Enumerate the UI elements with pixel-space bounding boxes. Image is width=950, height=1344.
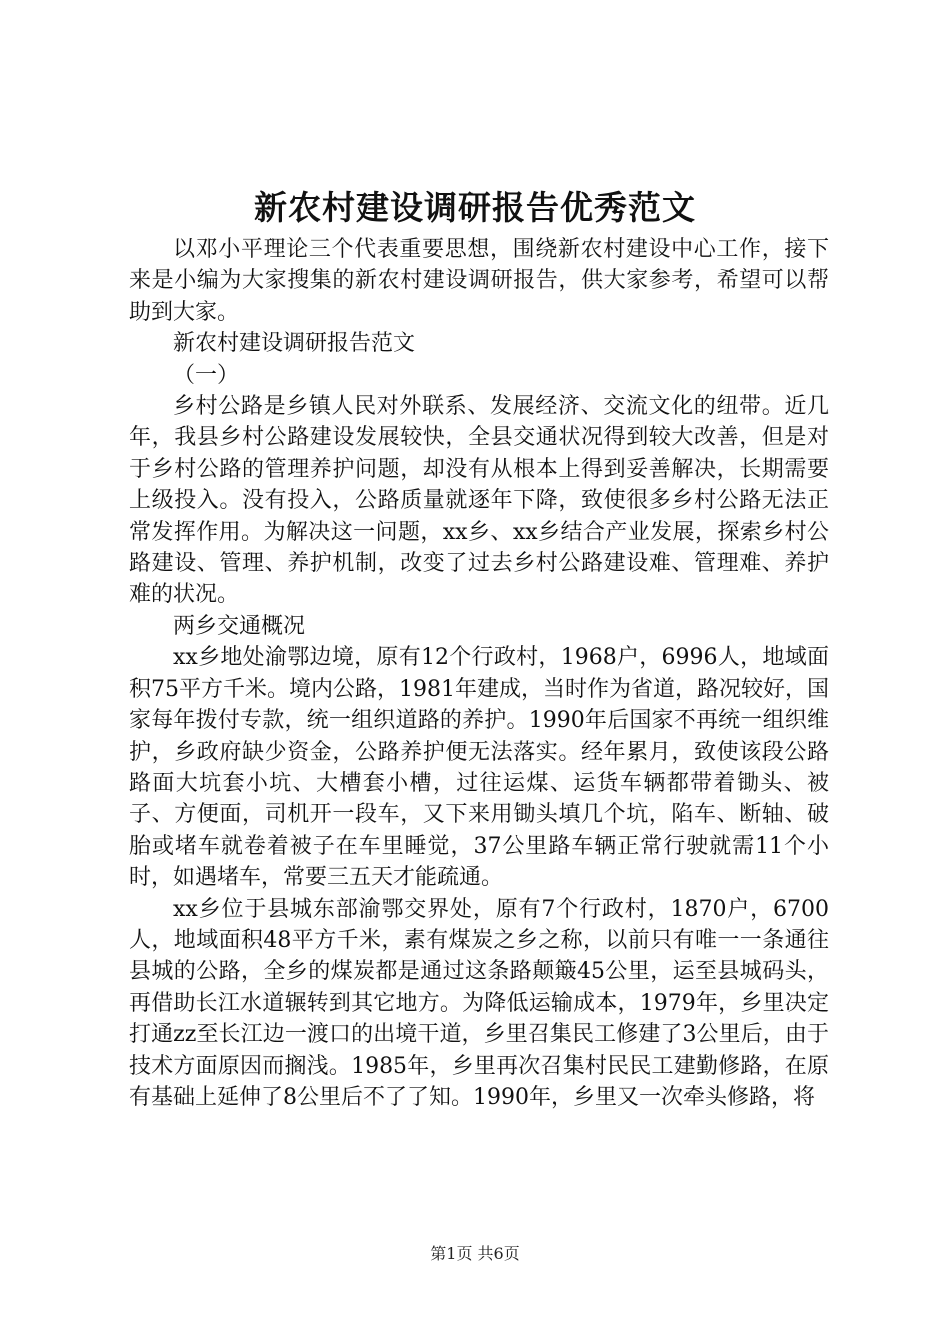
paragraph-township-one: xx乡地处渝鄂边境，原有12个行政村，1968户，6996人，地域面积75平方千米。境内公路，1981年建成，当时作为省道，路况较好，国家每年拨付专款，统一组织道路的养护。1990年后国家不再统一组织维护，乡政府缺少资金，公路养护便无法落实。经年累月，致使该段公路路面大坑套小坑、大槽套小槽，过往运煤、运货车辆都带着锄头、被子、方便面，司机开一段车，又下来用锄头填几个坑，陷车、断轴、破胎或堵车就卷着被子在车里睡觉，37公里路车辆正常行驶就需11个小时，如遇堵车，常要三五天才能疏通。 <box>129 645 829 891</box>
paragraph-heading-traffic-overview: 两乡交通概况 <box>173 613 306 639</box>
page-footer: 第1页 共6页 <box>430 1244 520 1263</box>
paragraph-rural-roads: 乡村公路是乡镇人民对外联系、发展经济、交流文化的纽带。近几年，我县乡村公路建设发展较快，全县交通状况得到较大改善，但是对于乡村公路的管理养护问题，却没有从根本上得到妥善解决，长期需要上级投入。没有投入，公路质量就逐年下降，致使很多乡村公路无法正常发挥作用。为解决这一问题，xx乡、xx乡结合产业发展，探索乡村公路建设、管理、养护机制，改变了过去乡村公路建设难、管理难、养护难的状况。 <box>129 394 829 608</box>
paragraph-section-number: （一） <box>173 362 240 388</box>
paragraph-subtitle: 新农村建设调研报告范文 <box>173 331 416 357</box>
document-title: 新农村建设调研报告优秀范文 <box>254 188 696 227</box>
paragraph-township-two: xx乡位于县城东部渝鄂交界处，原有7个行政村，1870户，6700人，地域面积48平方千米，素有煤炭之乡之称，以前只有唯一一条通往县城的公路，全乡的煤炭都是通过这条路颠簸45公里，运至县城码头，再借助长江水道辗转到其它地方。为降低运输成本，1979年，乡里决定打通zz至长江边一渡口的出境干道，乡里召集民工修建了3公里后，由于技术方面原因而搁浅。1985年，乡里再次召集村民民工建勤修路，在原有基础上延伸了8公里后不了了知。1990年，乡里又一次牵头修路，将 <box>129 896 829 1110</box>
document-body <box>129 234 829 1113</box>
paragraph-intro: 以邓小平理论三个代表重要思想，围绕新农村建设中心工作，接下来是小编为大家搜集的新农村建设调研报告，供大家参考，希望可以帮助到大家。 <box>129 237 829 325</box>
